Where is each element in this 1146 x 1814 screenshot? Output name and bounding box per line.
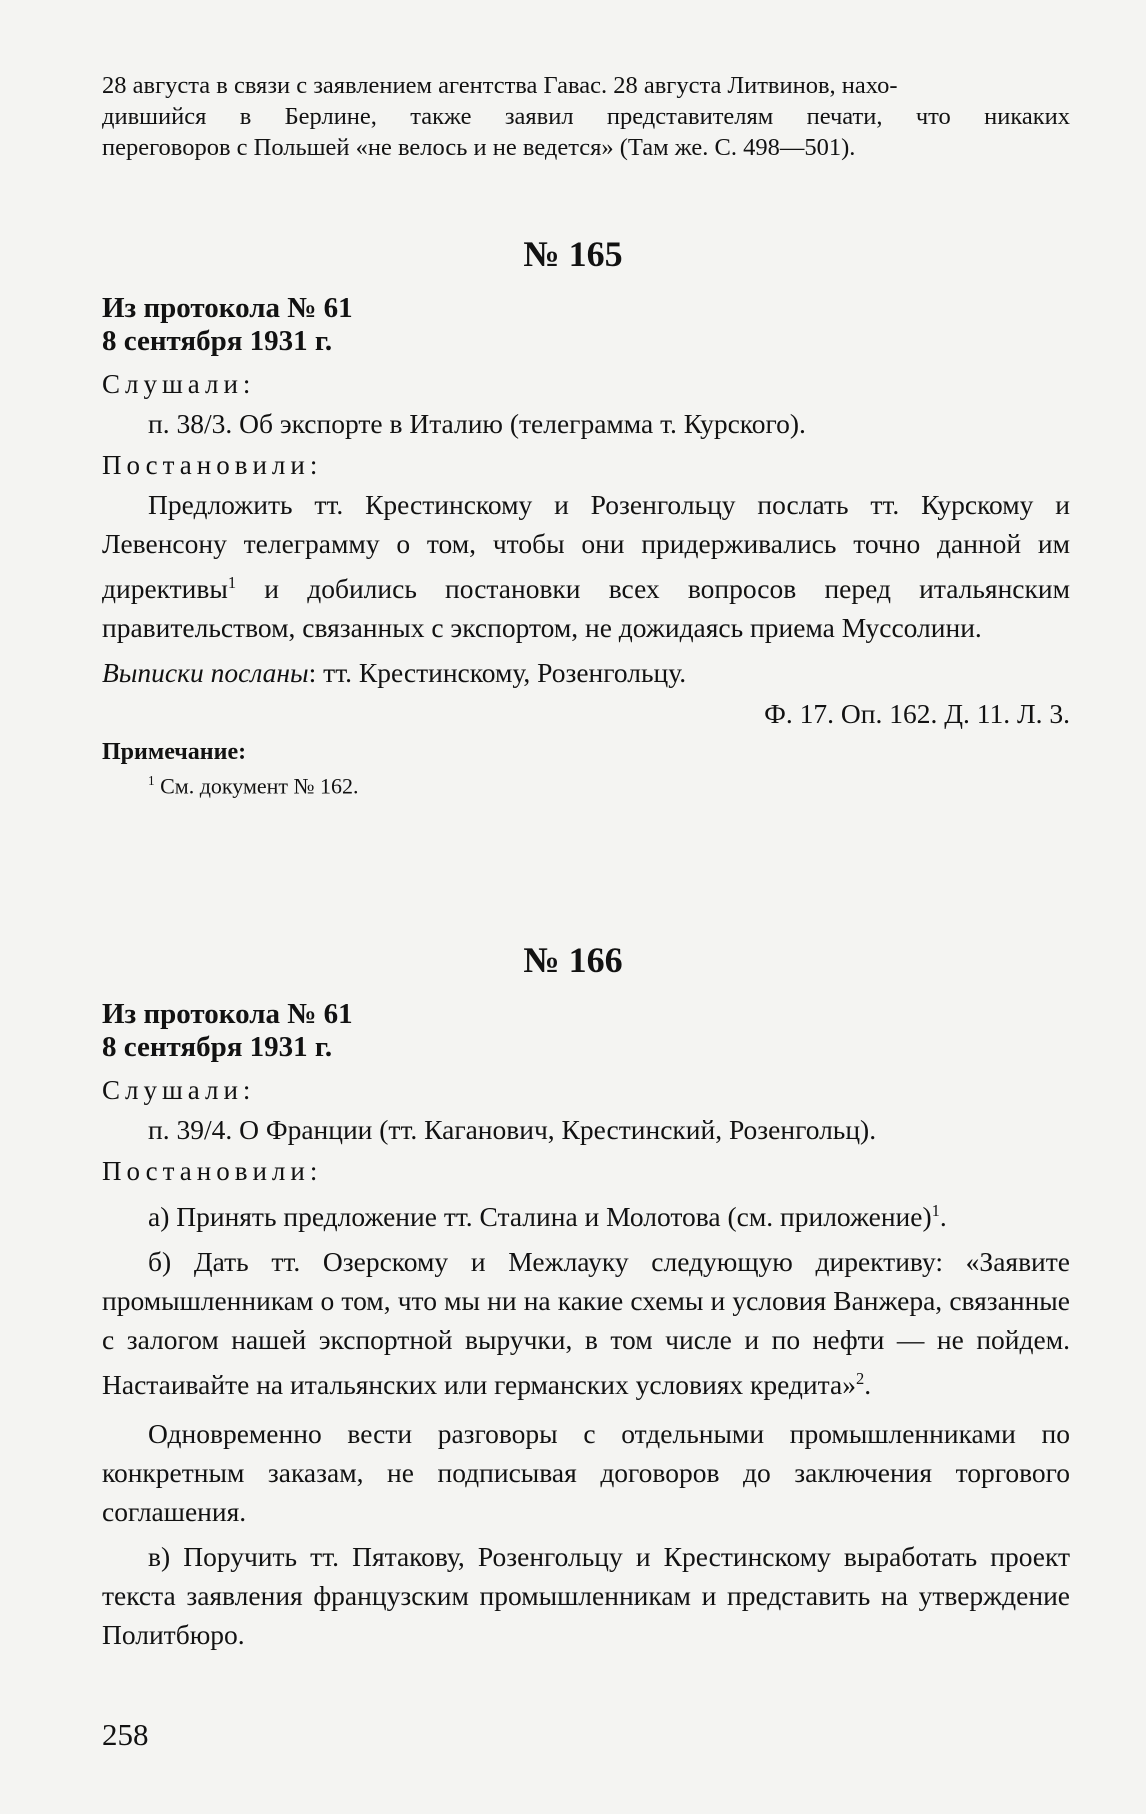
doc-166-item-a-text: а) Принять предложение тт. Сталина и Молотова (см. приложение)	[148, 1201, 932, 1233]
footnote-marker: 1	[227, 573, 237, 592]
doc-165-archive-ref: Ф. 17. Оп. 162. Д. 11. Л. 3.	[764, 698, 1070, 730]
doc-165-note-text: См. документ № 162.	[154, 773, 359, 799]
doc-166-number: № 166	[523, 940, 623, 980]
doc-166-item-a-tail: .	[939, 1201, 947, 1233]
extracts-label: Выписки посланы	[102, 657, 309, 689]
doc-166-header-protocol: Из протокола № 61	[102, 998, 353, 1030]
doc-166-item-c: в) Поручить тт. Пятакову, Розенгольцу и Крестинскому выработать проект текста заявления французским промышленникам и представить на утверждение Политбюро.	[102, 1541, 1070, 1651]
doc-165-note-label: Примечание:	[102, 739, 247, 766]
doc-165-decision-tail: и добились постановки всех вопросов перед итальянским правительством, связанных с экспортом, не дожидаясь приема Муссолини.	[102, 573, 1070, 644]
doc-165-note	[102, 766, 1070, 801]
page-number: 258	[102, 1717, 149, 1752]
doc-166-heard-item: п. 39/4. О Франции (тт. Каганович, Крестинский, Розенгольц).	[148, 1114, 877, 1145]
doc-166-item-b-tail: .	[864, 1369, 872, 1401]
doc-165-decision-text: Предложить тт. Крестинскому и Розенгольцу послать тт. Курскому и Левенсону телеграмму о том, чтобы они придерживались точно данной им директивы	[102, 489, 1070, 605]
doc-165-extracts	[102, 653, 1070, 692]
intro-footnote-text	[102, 70, 1070, 163]
doc-166-item-b-text: б) Дать тт. Озерскому и Межлауку следующую директиву: «Заявите промышленникам о том, что мы ни на какие схемы и условия Ванжера, связанные с залогом нашей экспортной выручки, в том числе и по нефти — не пойдем. Настаивайте на итальянских или германских условиях кредита»	[102, 1246, 1070, 1401]
footnote-marker: 1	[148, 773, 155, 789]
doc-166-body	[102, 998, 1070, 1654]
doc-165-decided-label: Постановили:	[102, 450, 323, 480]
doc-165-body	[102, 292, 1070, 801]
doc-166-item-b	[102, 1242, 1070, 1404]
footnote-marker: 1	[931, 1201, 940, 1220]
doc-165-header-protocol: Из протокола № 61	[102, 292, 353, 324]
doc-166-heard-label: Слушали:	[102, 1075, 256, 1105]
doc-165-decision	[102, 485, 1070, 647]
doc-165-number: № 165	[523, 234, 623, 274]
doc-166-decided-label: Постановили:	[102, 1156, 323, 1186]
doc-165-header-date: 8 сентября 1931 г.	[102, 325, 333, 357]
extracts-recipients: : тт. Крестинскому, Розенгольцу.	[308, 657, 687, 689]
doc-165-heard-item: п. 38/3. Об экспорте в Италию (телеграмма т. Курского).	[148, 408, 806, 439]
doc-166-item-a	[102, 1191, 1070, 1236]
doc-166-header-date: 8 сентября 1931 г.	[102, 1031, 333, 1063]
doc-166-item-b2: Одновременно вести разговоры с отдельными промышленниками по конкретным заказам, не подписывая договоров до заключения торгового соглашения.	[102, 1418, 1070, 1528]
intro-line: 28 августа в связи с заявлением агентства Гавас. 28 августа Литвинов, нахо-	[102, 72, 898, 99]
footnote-marker: 2	[855, 1369, 865, 1389]
intro-line: переговоров с Польшей «не велось и не ведется» (Там же. С. 498—501).	[102, 134, 856, 161]
doc-165-heard-label: Слушали:	[102, 369, 256, 399]
intro-line: дившийся в Берлине, также заявил представителям печати, что никаких	[102, 103, 1070, 130]
